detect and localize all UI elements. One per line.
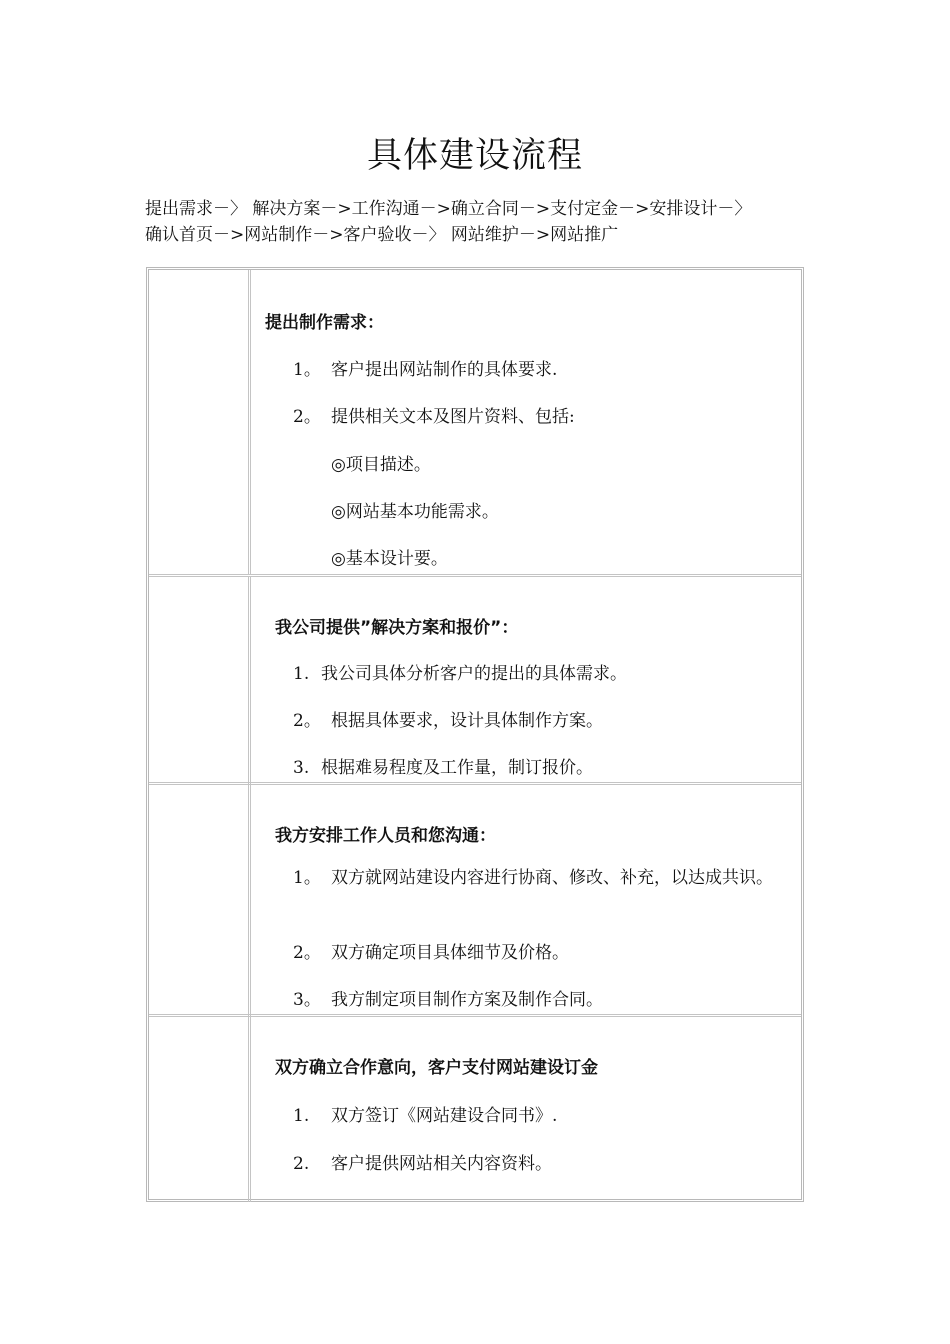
item-text: 双方就网站建设内容进行协商、修改、补充，以达成共识。 xyxy=(331,868,773,888)
list-item xyxy=(293,355,557,380)
item-text: 根据具体要求，设计具体制作方案。 xyxy=(331,711,603,731)
item-text: 根据难易程度及工作量，制订报价。 xyxy=(321,758,593,778)
flow-line-2: 确认首页－>网站制作－>客户验收－〉 网站维护－>网站推广 xyxy=(145,225,619,245)
section-heading: 我方安排工作人员和您沟通： xyxy=(275,826,496,846)
process-table xyxy=(146,267,804,1202)
list-item xyxy=(293,1101,557,1126)
item-text: 我方制定项目制作方案及制作合同。 xyxy=(331,990,603,1010)
list-item xyxy=(293,985,603,1010)
list-item xyxy=(293,706,603,731)
item-number: 2。 xyxy=(293,407,321,427)
list-item xyxy=(293,402,575,427)
item-number: 2. xyxy=(293,1154,310,1174)
step-cell-content xyxy=(253,270,797,574)
table-row xyxy=(149,270,801,574)
page-title: 具体建设流程 xyxy=(366,136,583,176)
list-item xyxy=(293,659,627,684)
item-text: 客户提供网站相关内容资料。 xyxy=(331,1154,552,1174)
section-heading: 提出制作需求： xyxy=(265,313,384,333)
table-row xyxy=(149,574,801,785)
flow-line-1: 提出需求－〉 解决方案－>工作沟通－>确立合同－>支付定金－>安排设计－〉 xyxy=(145,199,752,219)
section-heading: 双方确立合作意向，客户支付网站建设订金 xyxy=(275,1058,598,1078)
item-text: 提供相关文本及图片资料、包括: xyxy=(331,407,575,427)
section-heading: 我公司提供”解决方案和报价”： xyxy=(275,618,519,638)
item-number: 1. xyxy=(293,664,310,684)
item-number: 1. xyxy=(293,1106,310,1126)
bullet-item: ◎基本设计要。 xyxy=(331,549,448,569)
list-item xyxy=(293,938,569,963)
item-number: 2。 xyxy=(293,943,321,963)
step-cell-left xyxy=(149,785,251,1017)
list-item xyxy=(293,1149,552,1174)
item-number: 2。 xyxy=(293,711,321,731)
step-cell-left xyxy=(149,1017,251,1202)
list-item xyxy=(255,865,797,891)
process-flow xyxy=(145,196,825,248)
step-cell-content xyxy=(253,577,797,785)
item-text: 双方确定项目具体细节及价格。 xyxy=(331,943,569,963)
list-item xyxy=(293,753,593,778)
item-number: 1。 xyxy=(293,868,321,888)
step-cell-content xyxy=(253,785,797,1017)
item-text: 双方签订《网站建设合同书》. xyxy=(331,1106,558,1126)
item-number: 3。 xyxy=(293,990,321,1010)
table-row xyxy=(149,782,801,1017)
item-text: 我公司具体分析客户的提出的具体需求。 xyxy=(321,664,627,684)
step-cell-left xyxy=(149,577,251,785)
bullet-item: ◎项目描述。 xyxy=(331,455,431,475)
table-row xyxy=(149,1014,801,1202)
step-cell-left xyxy=(149,270,251,574)
bullet-item: ◎网站基本功能需求。 xyxy=(331,502,499,522)
item-number: 3. xyxy=(293,758,310,778)
item-text: 客户提出网站制作的具体要求. xyxy=(331,360,558,380)
item-number: 1。 xyxy=(293,360,321,380)
step-cell-content xyxy=(253,1017,797,1202)
